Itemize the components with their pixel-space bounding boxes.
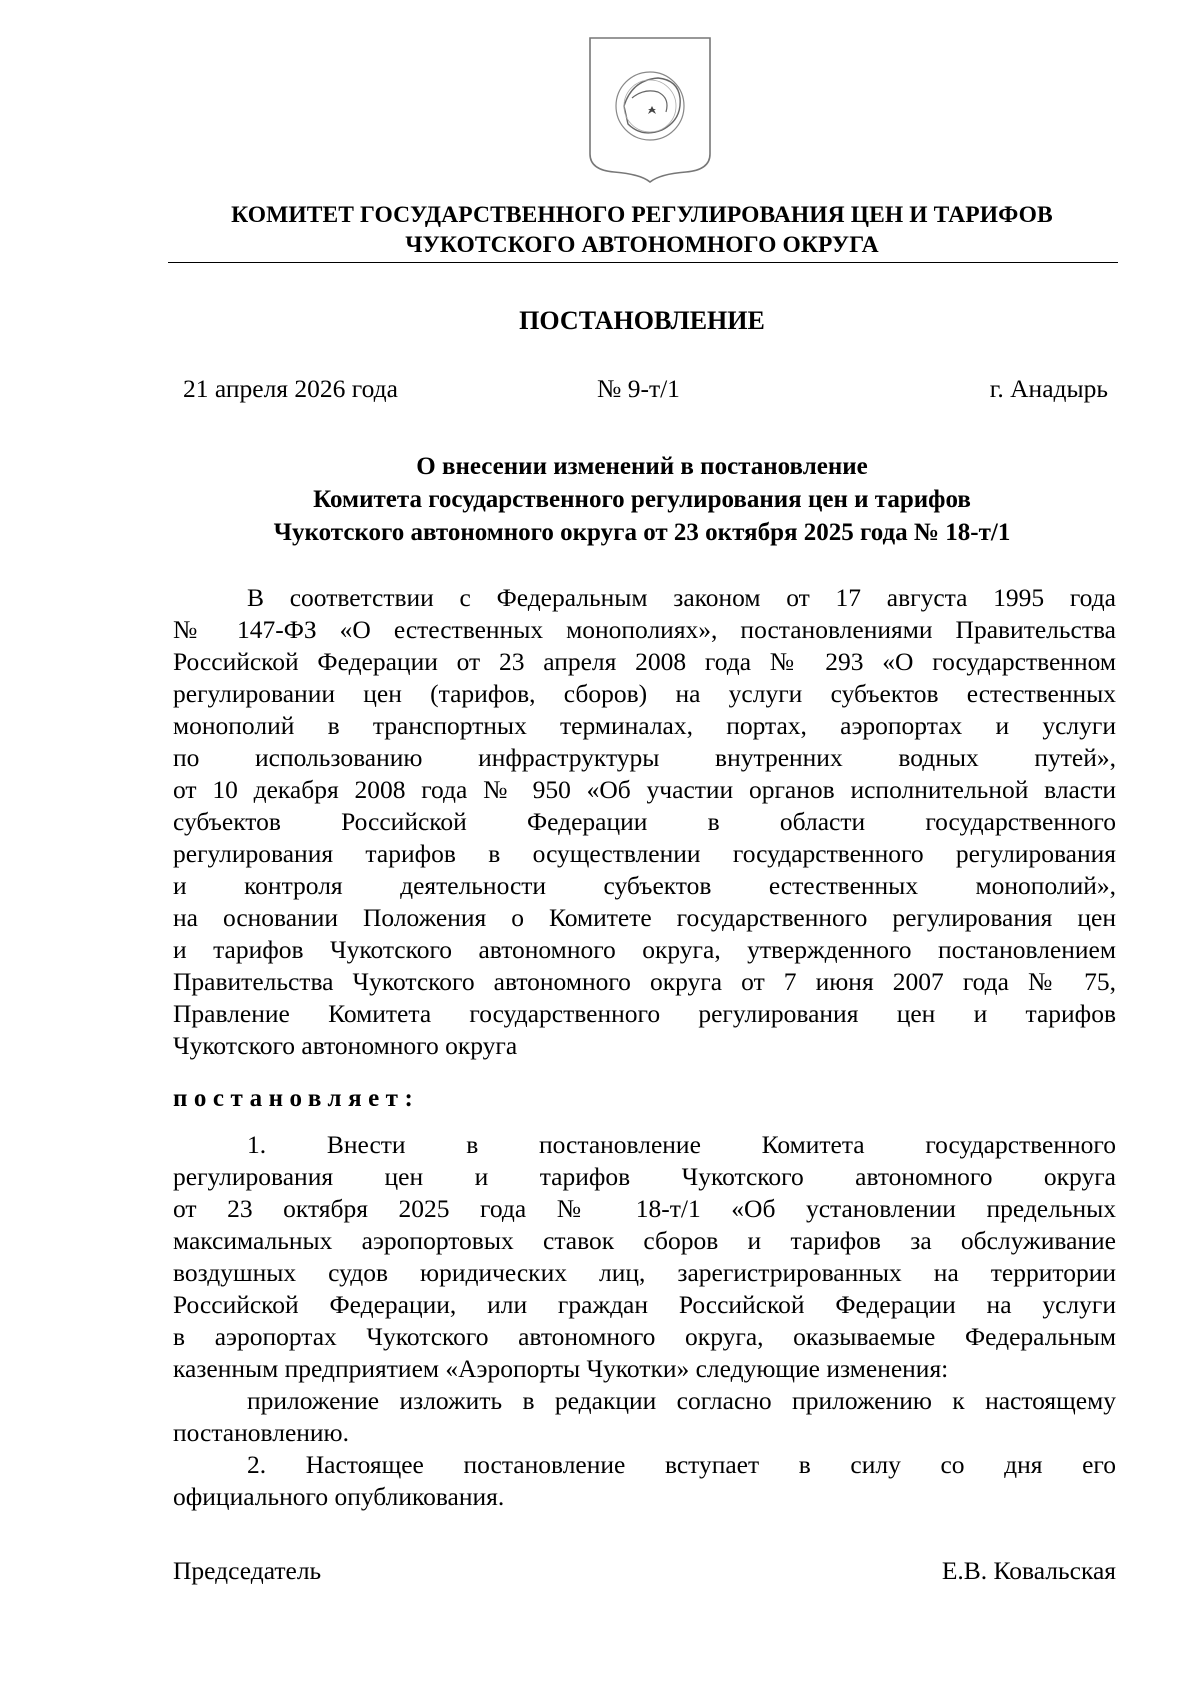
decree-word: постановляет: bbox=[173, 1085, 420, 1112]
item1-line: Российской Федерации, или граждан Российской Федерации на услуги bbox=[173, 1290, 1116, 1319]
preamble-line: Чукотского автономного округа bbox=[173, 1031, 518, 1060]
document-number: № 9-т/1 bbox=[597, 374, 680, 403]
subject-line: Чукотского автономного округа от 23 октября 2025 года № 18-т/1 bbox=[273, 519, 1011, 546]
organization-name-line1: КОМИТЕТ ГОСУДАРСТВЕННОГО РЕГУЛИРОВАНИЯ ЦЕН И ТАРИФОВ bbox=[231, 202, 1053, 228]
preamble-line: на основании Положения о Комитете государственного регулирования цен bbox=[173, 903, 1116, 932]
preamble-line: Правительства Чукотского автономного округа от 7 июня 2007 года № 75, bbox=[173, 967, 1116, 996]
subject-line: Комитета государственного регулирования цен и тарифов bbox=[313, 486, 971, 513]
document-city: г. Анадырь bbox=[989, 374, 1108, 403]
organization-name-line2: ЧУКОТСКОГО АВТОНОМНОГО ОКРУГА bbox=[405, 232, 879, 258]
subject-line: О внесении изменений в постановление bbox=[416, 453, 868, 480]
preamble-line: регулирования тарифов в осуществлении государственного регулирования bbox=[173, 839, 1116, 868]
preamble-line: субъектов Российской Федерации в области государственного bbox=[173, 807, 1116, 836]
preamble-line: В соответствии с Федеральным законом от 17 августа 1995 года bbox=[247, 583, 1116, 612]
item1-sub-line: приложение изложить в редакции согласно приложению к настоящему bbox=[247, 1386, 1116, 1415]
item2-line: официального опубликования. bbox=[173, 1482, 505, 1511]
signatory-name: Е.В. Ковальская bbox=[941, 1556, 1116, 1585]
item1-line: от 23 октября 2025 года № 18-т/1 «Об установлении предельных bbox=[173, 1194, 1116, 1223]
preamble-line: и контроля деятельности субъектов естественных монополий», bbox=[173, 871, 1116, 900]
item1-line: воздушных судов юридических лиц, зарегистрированных на территории bbox=[173, 1258, 1116, 1287]
item1-line: 1. Внести в постановление Комитета государственного bbox=[247, 1130, 1116, 1159]
item1-line: максимальных аэропортовых ставок сборов и тарифов за обслуживание bbox=[173, 1226, 1116, 1255]
preamble-line: регулировании цен (тарифов, сборов) на услуги субъектов естественных bbox=[173, 679, 1116, 708]
coat-of-arms-icon bbox=[588, 36, 712, 184]
document-date: 21 апреля 2026 года bbox=[183, 374, 398, 403]
preamble-line: Российской Федерации от 23 апреля 2008 года № 293 «О государственном bbox=[173, 647, 1116, 676]
preamble-line: монополий в транспортных терминалах, портах, аэропортах и услуги bbox=[173, 711, 1116, 740]
preamble-line: Правление Комитета государственного регулирования цен и тарифов bbox=[173, 999, 1116, 1028]
header-divider bbox=[168, 262, 1118, 263]
item1-line: в аэропортах Чукотского автономного округа, оказываемые Федеральным bbox=[173, 1322, 1116, 1351]
document-type: ПОСТАНОВЛЕНИЕ bbox=[519, 306, 765, 335]
item2-line: 2. Настоящее постановление вступает в силу со дня его bbox=[247, 1450, 1116, 1479]
item1-line: казенным предприятием «Аэропорты Чукотки» следующие изменения: bbox=[173, 1354, 949, 1383]
signatory-position: Председатель bbox=[173, 1556, 322, 1585]
item1-sub-line: постановлению. bbox=[173, 1418, 349, 1447]
preamble-line: от 10 декабря 2008 года № 950 «Об участии органов исполнительной власти bbox=[173, 775, 1116, 804]
preamble-line: и тарифов Чукотского автономного округа, утвержденного постановлением bbox=[173, 935, 1116, 964]
preamble-line: по использованию инфраструктуры внутренних водных путей», bbox=[173, 743, 1116, 772]
item1-line: регулирования цен и тарифов Чукотского автономного округа bbox=[173, 1162, 1116, 1191]
preamble-line: № 147-ФЗ «О естественных монополиях», постановлениями Правительства bbox=[173, 615, 1116, 644]
